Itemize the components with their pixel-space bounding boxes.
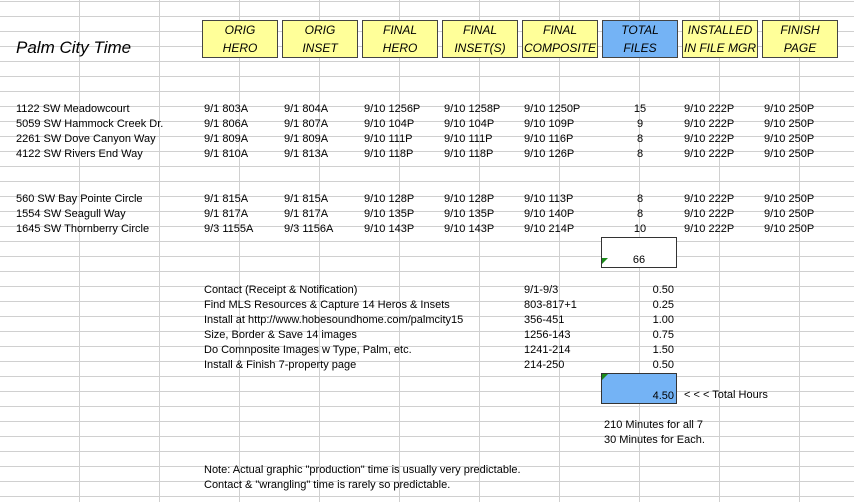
cell-final-composite[interactable]: 9/10 214P	[524, 223, 575, 235]
header-line2: FILES	[623, 41, 657, 55]
cell-final-inset[interactable]: 9/10 118P	[444, 148, 494, 160]
cell-installed[interactable]: 9/10 222P	[684, 208, 735, 220]
task-hours[interactable]: 0.75	[652, 329, 674, 341]
cell-final-composite[interactable]: 9/10 140P	[524, 208, 575, 220]
task-label[interactable]: Find MLS Resources & Capture 14 Heros & Insets	[204, 299, 450, 311]
header-line1: FINAL	[542, 23, 577, 37]
cell-final-composite[interactable]: 9/10 116P	[524, 133, 574, 145]
cell-installed[interactable]: 9/10 222P	[684, 133, 735, 145]
header-final-insets[interactable]	[442, 20, 518, 58]
cell-final-hero[interactable]: 9/10 128P	[364, 193, 415, 205]
header-line1: FINAL	[462, 23, 497, 37]
header-line1: ORIG	[304, 23, 336, 37]
total-hours-label[interactable]: < < < Total Hours	[684, 389, 768, 401]
cell-orig-hero[interactable]: 9/1 810A	[204, 148, 249, 160]
cell-final-inset[interactable]: 9/10 111P	[444, 133, 493, 145]
header-line2: IN FILE MGR	[683, 41, 756, 55]
cell-final-inset[interactable]: 9/10 104P	[444, 118, 495, 130]
cell-installed[interactable]: 9/10 222P	[684, 118, 735, 130]
cell-final-hero[interactable]: 9/10 143P	[364, 223, 415, 235]
header-line2: PAGE	[783, 41, 817, 55]
task-ref[interactable]: 356-451	[524, 314, 565, 326]
cell-orig-hero[interactable]: 9/1 809A	[204, 133, 249, 145]
task-label[interactable]: Install at http://www.hobesoundhome.com/palmcity15	[204, 314, 464, 326]
total-hours-cell[interactable]	[601, 373, 677, 404]
header-total-files[interactable]	[602, 20, 678, 58]
minutes-each-text[interactable]: 30 Minutes for Each.	[604, 434, 705, 446]
cell-orig-inset[interactable]: 9/1 804A	[284, 103, 329, 115]
header-line2: INSET(S)	[454, 41, 506, 55]
task-ref[interactable]: 1241-214	[524, 344, 571, 356]
cell-final-composite[interactable]: 9/10 113P	[524, 193, 574, 205]
cell-orig-inset[interactable]: 9/3 1156A	[284, 223, 334, 235]
total-files-sum: 66	[632, 254, 646, 266]
header-installed[interactable]	[682, 20, 758, 58]
task-ref[interactable]: 214-250	[524, 359, 565, 371]
cell-address[interactable]: 2261 SW Dove Canyon Way	[16, 133, 156, 145]
cell-final-composite[interactable]: 9/10 126P	[524, 148, 575, 160]
cell-address[interactable]: 560 SW Bay Pointe Circle	[16, 193, 143, 205]
cell-address[interactable]: 5059 SW Hammock Creek Dr.	[16, 118, 164, 130]
cell-final-hero[interactable]: 9/10 118P	[364, 148, 414, 160]
header-line1: TOTAL	[621, 23, 659, 37]
cell-installed[interactable]: 9/10 222P	[684, 103, 735, 115]
cell-installed[interactable]: 9/10 222P	[684, 193, 735, 205]
cell-address[interactable]: 1645 SW Thornberry Circle	[16, 223, 150, 235]
cell-total-files[interactable]: 10	[633, 223, 647, 235]
header-line2: COMPOSITE	[523, 41, 596, 55]
cell-finish[interactable]: 9/10 250P	[764, 118, 815, 130]
note-line-2[interactable]: Contact & "wrangling" time is rarely so predictable.	[204, 479, 451, 491]
header-final-composite[interactable]	[522, 20, 598, 58]
header-line1: FINAL	[382, 23, 417, 37]
task-hours[interactable]: 1.50	[652, 344, 674, 356]
cell-final-composite[interactable]: 9/10 109P	[524, 118, 575, 130]
task-label[interactable]: Install & Finish 7-property page	[204, 359, 357, 371]
cell-finish[interactable]: 9/10 250P	[764, 208, 815, 220]
header-line1: ORIG	[224, 23, 256, 37]
task-hours[interactable]: 0.25	[652, 299, 674, 311]
cell-installed[interactable]: 9/10 222P	[684, 148, 735, 160]
cell-final-inset[interactable]: 9/10 143P	[444, 223, 495, 235]
cell-final-hero[interactable]: 9/10 104P	[364, 118, 415, 130]
header-orig-inset[interactable]	[282, 20, 358, 58]
cell-address[interactable]: 1554 SW Seagull Way	[16, 208, 126, 220]
note-line-1[interactable]: Note: Actual graphic "production" time is usually very predictable.	[204, 464, 521, 476]
header-line2: INSET	[302, 41, 338, 55]
cell-total-files[interactable]: 8	[636, 193, 644, 205]
cell-finish[interactable]: 9/10 250P	[764, 148, 815, 160]
cell-total-files[interactable]: 9	[636, 118, 644, 130]
cell-final-hero[interactable]: 9/10 111P	[364, 133, 413, 145]
task-ref[interactable]: 1256-143	[524, 329, 571, 341]
cell-address[interactable]: 4122 SW Rivers End Way	[16, 148, 143, 160]
task-hours[interactable]: 0.50	[652, 284, 674, 296]
cell-total-files[interactable]: 8	[636, 208, 644, 220]
cell-orig-hero[interactable]: 9/1 817A	[204, 208, 249, 220]
task-hours[interactable]: 1.00	[652, 314, 674, 326]
cell-final-composite[interactable]: 9/10 1250P	[524, 103, 581, 115]
cell-orig-hero[interactable]: 9/3 1155A	[204, 223, 254, 235]
cell-finish[interactable]: 9/10 250P	[764, 133, 815, 145]
cell-finish[interactable]: 9/10 250P	[764, 223, 815, 235]
cell-orig-hero[interactable]: 9/1 806A	[204, 118, 249, 130]
header-final-hero[interactable]	[362, 20, 438, 58]
cell-finish[interactable]: 9/10 250P	[764, 103, 815, 115]
header-line1: FINISH	[780, 23, 820, 37]
cell-installed[interactable]: 9/10 222P	[684, 223, 735, 235]
header-line2: HERO	[222, 41, 258, 55]
cell-orig-hero[interactable]: 9/1 815A	[204, 193, 249, 205]
total-files-sum-cell[interactable]	[601, 237, 677, 268]
cell-total-files[interactable]: 15	[633, 103, 647, 115]
header-orig-hero[interactable]	[202, 20, 278, 58]
task-label[interactable]: Contact (Receipt & Notification)	[204, 284, 358, 296]
cell-address[interactable]: 1122 SW Meadowcourt	[16, 103, 130, 115]
task-label[interactable]: Size, Border & Save 14 images	[204, 329, 357, 341]
cell-total-files[interactable]: 8	[636, 133, 644, 145]
cell-orig-inset[interactable]: 9/1 807A	[284, 118, 329, 130]
cell-finish[interactable]: 9/10 250P	[764, 193, 815, 205]
cell-total-files[interactable]: 8	[636, 148, 644, 160]
task-ref[interactable]: 803-817+1	[524, 299, 577, 311]
cell-final-inset[interactable]: 9/10 135P	[444, 208, 495, 220]
cell-orig-inset[interactable]: 9/1 813A	[284, 148, 329, 160]
minutes-all-text[interactable]: 210 Minutes for all 7	[604, 419, 704, 431]
cell-orig-inset[interactable]: 9/1 809A	[284, 133, 329, 145]
cell-orig-inset[interactable]: 9/1 815A	[284, 193, 329, 205]
cell-orig-hero[interactable]: 9/1 803A	[204, 103, 249, 115]
task-label[interactable]: Do Comnposite Images w Type, Palm, etc.	[204, 344, 412, 356]
header-line1: INSTALLED	[687, 23, 753, 37]
task-hours[interactable]: 0.50	[652, 359, 674, 371]
cell-final-inset[interactable]: 9/10 1258P	[444, 103, 501, 115]
total-hours-value: 4.50	[652, 390, 674, 402]
task-ref[interactable]: 9/1-9/3	[524, 284, 559, 296]
comment-marker-icon	[602, 374, 608, 380]
header-line2: HERO	[382, 41, 418, 55]
cell-final-inset[interactable]: 9/10 128P	[444, 193, 495, 205]
cell-final-hero[interactable]: 9/10 135P	[364, 208, 415, 220]
cell-orig-inset[interactable]: 9/1 817A	[284, 208, 329, 220]
header-finish-page[interactable]	[762, 20, 838, 58]
cell-final-hero[interactable]: 9/10 1256P	[364, 103, 421, 115]
sheet-title: Palm City Time	[16, 38, 132, 57]
